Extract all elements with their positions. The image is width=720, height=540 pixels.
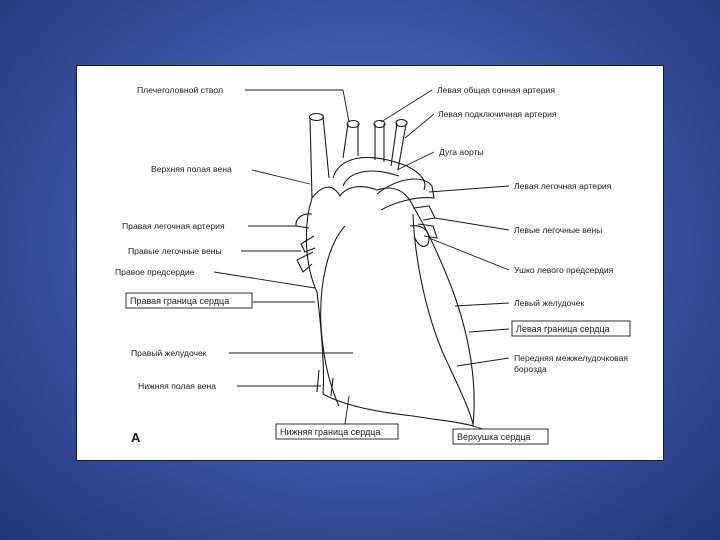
aortic-arch-shape bbox=[333, 157, 425, 190]
brachiocephalic-trunk-shape bbox=[343, 124, 358, 158]
leader-lines-right bbox=[345, 90, 509, 432]
leader-subclavian bbox=[405, 114, 434, 138]
svc-opening bbox=[310, 114, 324, 121]
leader-inferior-border bbox=[345, 396, 349, 424]
label-left-pulmonary-veins: Левые легочные вены bbox=[514, 225, 603, 235]
label-apex: Верхушка сердца bbox=[457, 432, 531, 442]
label-anterior-groove-1: Передняя межжелудочковая bbox=[514, 353, 629, 363]
label-left-pulmonary-artery: Левая легочная артерия bbox=[514, 181, 612, 191]
label-left-ventricle: Левый желудочек bbox=[514, 298, 585, 308]
leader-ant-groove bbox=[457, 358, 509, 366]
superior-vena-cava-shape bbox=[310, 116, 329, 198]
leader-left-auricle bbox=[429, 238, 509, 270]
right-pulmonary-artery-shape bbox=[296, 214, 312, 228]
leader-left-ventricle bbox=[455, 303, 509, 306]
left-pulmonary-veins-shape bbox=[414, 206, 437, 238]
interventricular-groove-shape bbox=[413, 214, 473, 424]
leader-carotid bbox=[381, 90, 432, 122]
leader-left-border bbox=[469, 329, 509, 332]
label-anterior-groove-2: борозда bbox=[514, 364, 547, 374]
label-right-heart-border: Правая граница сердца bbox=[130, 296, 230, 306]
label-right-pulmonary-artery: Правая легочная артерия bbox=[122, 221, 225, 231]
label-inferior-vena-cava: Нижняя полая вена bbox=[138, 381, 217, 391]
label-right-ventricle: Правый желудочек bbox=[131, 348, 207, 358]
leader-svc bbox=[252, 170, 310, 184]
diagram-panel bbox=[76, 65, 664, 461]
label-right-atrium: Правое предсердие bbox=[115, 267, 195, 277]
subclavian-opening bbox=[396, 120, 407, 127]
panel-letter: A bbox=[131, 430, 141, 445]
leader-right-atrium bbox=[214, 272, 315, 288]
label-left-heart-border: Левая граница сердца bbox=[516, 324, 610, 334]
label-brachiocephalic-trunk: Плечеголовной ствол bbox=[137, 85, 223, 95]
leader-brachiocephalic-b bbox=[343, 90, 349, 122]
left-carotid-shape bbox=[375, 124, 384, 162]
label-left-subclavian: Левая подключичная артерия bbox=[438, 109, 557, 119]
label-aortic-arch: Дуга аорты bbox=[439, 147, 484, 157]
leader-left-pa bbox=[429, 186, 509, 192]
heart-anatomy-diagram bbox=[77, 66, 663, 460]
label-left-common-carotid: Левая общая сонная артерия bbox=[437, 85, 556, 95]
heart-outline bbox=[296, 114, 474, 427]
leader-left-pv bbox=[435, 218, 509, 230]
leader-lines-left bbox=[214, 90, 353, 386]
label-superior-vena-cava: Верхняя полая вена bbox=[151, 164, 232, 174]
leader-aortic-arch bbox=[397, 152, 434, 170]
label-left-auricle: Ушко левого предсердия bbox=[514, 265, 614, 275]
label-right-pulmonary-veins: Правые легочные вены bbox=[128, 246, 222, 256]
carotid-opening bbox=[374, 121, 385, 128]
label-inferior-heart-border: Нижняя граница сердца bbox=[280, 427, 381, 437]
